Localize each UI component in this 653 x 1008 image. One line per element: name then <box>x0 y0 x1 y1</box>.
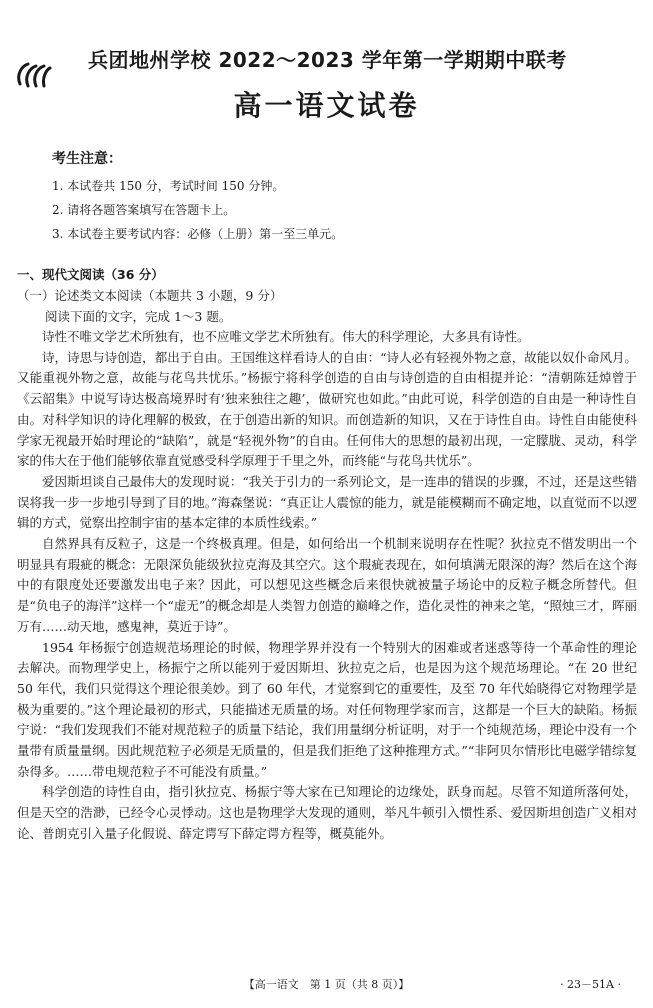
paper-code: · 23－51A · <box>560 978 621 991</box>
candidate-notice <box>52 148 612 246</box>
passage-paragraph: 自然界具有反粒子，这是一个终极真理。但是，如何给出一个机制来说明存在性呢？狄拉克不惜发明出一个明显具有瑕疵的概念：无限深负能级狄拉克海及其空穴。这个瑕疵表现在，如何填满无限深的海？然后在这个海中的有限度处还要激发出电子来？因此，可以想见这些概念后来很快就被量子场论中的反粒子概念所替代。但是“负电子的海洋”这样一个“虚无”的概念却是人类智力创造的巅峰之作，造化灵性的神来之笔，“照烛三才，晖丽万有……动天地，感鬼神，莫近于诗”。 <box>17 536 637 634</box>
exam-title: 兵团地州学校 2022～2023 学年第一学期期中联考 <box>88 48 567 72</box>
passage-paragraph: 诗性不唯文学艺术所独有，也不应唯文学艺术所独有。伟大的科学理论，大多具有诗性。 <box>42 329 530 344</box>
passage-paragraph: 科学创造的诗性自由，指引狄拉克、杨振宁等大家在已知理论的边缘处，跃身而起。尽管不知道所落何处，但是天空的浩渺，已经令心灵悸动。这也是物理学大发现的通则，举凡牛顿引入惯性系、爱因斯坦创造广义相对论、普朗克引入量子化假说、薛定谔写下薛定谔方程等，概莫能外。 <box>17 784 637 841</box>
passage-paragraph: 1954 年杨振宁创造规范场理论的时候，物理学界并没有一个特别大的困难或者迷惑等待一个革命性的理论去解决。而物理学史上，杨振宁之所以能列于爱因斯坦、狄拉克之后，也是因为这个规范场理论。“在 20 世纪 50 年代，我们只觉得这个理论很美妙。到了 60 年代，才觉察到它的重要性，及至 70 年代始晓得它对物理学是极为重要的。”这个理论最初的形式，只能描述无质量的场。对任何物理学家而言，这都是一个巨大的缺陷。杨振宁说：“我们发现我们不能对规范粒子的质量下结论，我们用量纲分析证明，对于一个纯规范场，理论中没有一个量带有质量量纲。因此规范粒子必须是无质量的，但是我们拒绝了这种推理方式。”“非阿贝尔情形比电磁学错综复杂得多。……带电规范粒子不可能没有质量。” <box>17 639 637 779</box>
notice-heading: 考生注意： <box>52 151 122 167</box>
page-footer <box>0 975 653 995</box>
reading-section <box>17 264 637 845</box>
exam-subject-title: 高一语文试卷 <box>233 89 420 122</box>
notice-item: 2. 请将各题答案填写在答题卡上。 <box>52 203 236 217</box>
passage-paragraph: 爱因斯坦谈自己最伟大的发现时说：“我关于引力的一系列论文，是一连串的错误的步骤，不过，还是这些错误将我一步一步地引导到了目的地。”海森堡说：“真正让人震惊的能力，就是能模糊而不确定地，以直觉而不以逻辑的方式，觉察出控制宇宙的基本定律的本质性线索。” <box>17 473 637 531</box>
notice-item: 3. 本试卷主要考试内容：必修（上册）第一至三单元。 <box>52 227 344 241</box>
section-heading: 一、现代文阅读（36 分） <box>17 267 164 282</box>
page-number-label: 【高一语文 第 1 页（共 8 页）】 <box>243 978 410 991</box>
reading-instruction: 阅读下面的文字，完成 1～3 题。 <box>45 309 232 324</box>
subsection-heading: （一）论述类文本阅读（本题共 3 小题，9 分） <box>17 288 283 303</box>
passage-paragraph: 诗，诗思与诗创造，都出于自由。王国维这样看诗人的自由：“诗人必有轻视外物之意，故能以奴仆命风月。又能重视外物之意，故能与花鸟共忧乐。”杨振宁将科学创造的自由与诗创造的自由相提并论：“清朝陈廷焯曾于《云韶集》中说写诗达极高境界时有‘独来独往之趣’，做研究也如此。”由此可说，科学创造的自由是一种诗性自由。对科学知识的诗化理解的极致，在于创造出新的知识。而创造新的知识，又在于诗性自由。诗性自由能使科学家无视最开始时理论的“缺陷”，就是“轻视外物”的自由。任何伟大的思想的最初出现，一定朦胧、灵动，科学家的伟大在于他们能够依靠直觉感受科学原理于千里之外，而终能“与花鸟共忧乐”。 <box>17 349 637 469</box>
notice-item: 1. 本试卷共 150 分，考试时间 150 分钟。 <box>52 179 285 193</box>
